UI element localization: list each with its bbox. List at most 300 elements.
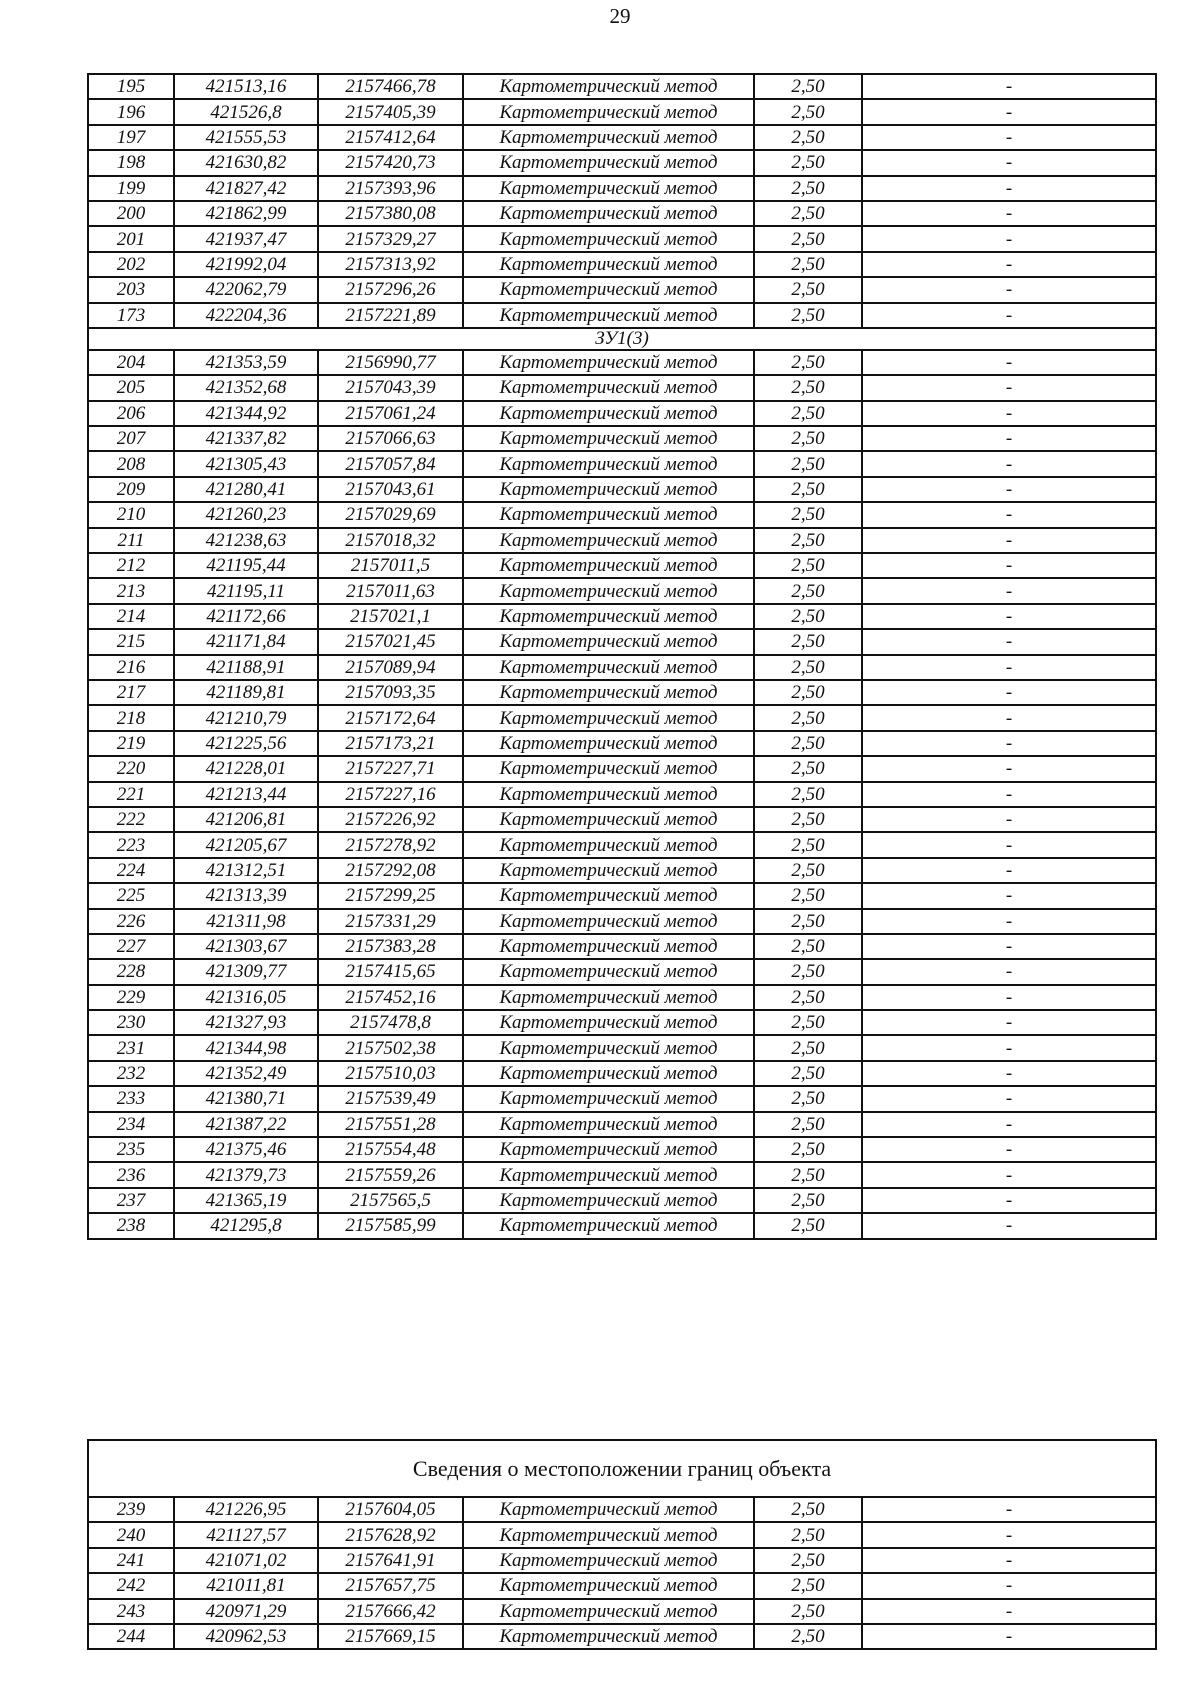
table-row [88,1035,1156,1060]
method-cell: Картометрический метод [463,451,754,476]
x-coordinate-cell: 421312,51 [174,858,318,883]
section-row-group [88,328,1156,350]
method-cell: Картометрический метод [463,756,754,781]
note-cell: - [862,1497,1156,1522]
table-row [88,1522,1156,1547]
table-row [88,176,1156,201]
accuracy-cell: 2,50 [754,883,862,908]
table-row [88,985,1156,1010]
accuracy-cell: 2,50 [754,1599,862,1624]
y-coordinate-cell: 2157292,08 [318,858,463,883]
table-row [88,350,1156,375]
note-cell: - [862,277,1156,302]
accuracy-cell: 2,50 [754,578,862,603]
accuracy-cell: 2,50 [754,477,862,502]
note-cell: - [862,705,1156,730]
x-coordinate-cell: 421205,67 [174,832,318,857]
accuracy-cell: 2,50 [754,176,862,201]
note-cell: - [862,1137,1156,1162]
point-number-cell: 233 [88,1086,174,1111]
note-cell: - [862,909,1156,934]
note-cell: - [862,1213,1156,1238]
point-number-cell: 214 [88,604,174,629]
x-coordinate-cell: 421188,91 [174,655,318,680]
method-cell: Картометрический метод [463,1624,754,1649]
note-cell: - [862,99,1156,124]
note-cell: - [862,401,1156,426]
accuracy-cell: 2,50 [754,1624,862,1649]
method-cell: Картометрический метод [463,1137,754,1162]
method-cell: Картометрический метод [463,99,754,124]
accuracy-cell: 2,50 [754,451,862,476]
accuracy-cell: 2,50 [754,1573,862,1598]
method-cell: Картометрический метод [463,1035,754,1060]
accuracy-cell: 2,50 [754,731,862,756]
table-row [88,451,1156,476]
method-cell: Картометрический метод [463,782,754,807]
x-coordinate-cell: 421171,84 [174,629,318,654]
y-coordinate-cell: 2157296,26 [318,277,463,302]
point-number-cell: 236 [88,1162,174,1187]
table-row [88,1213,1156,1238]
x-coordinate-cell: 421311,98 [174,909,318,934]
point-number-cell: 239 [88,1497,174,1522]
accuracy-cell: 2,50 [754,303,862,328]
x-coordinate-cell: 421316,05 [174,985,318,1010]
y-coordinate-cell: 2157452,16 [318,985,463,1010]
y-coordinate-cell: 2157641,91 [318,1548,463,1573]
table-row [88,226,1156,251]
accuracy-cell: 2,50 [754,201,862,226]
note-cell: - [862,150,1156,175]
method-cell: Картометрический метод [463,150,754,175]
point-number-cell: 203 [88,277,174,302]
point-number-cell: 199 [88,176,174,201]
method-cell: Картометрический метод [463,578,754,603]
coordinates-table-body-b [88,350,1156,1239]
note-cell: - [862,1573,1156,1598]
accuracy-cell: 2,50 [754,226,862,251]
y-coordinate-cell: 2157089,94 [318,655,463,680]
point-number-cell: 200 [88,201,174,226]
y-coordinate-cell: 2157011,63 [318,578,463,603]
y-coordinate-cell: 2157029,69 [318,502,463,527]
method-cell: Картометрический метод [463,1162,754,1187]
table-row [88,99,1156,124]
table-row [88,604,1156,629]
method-cell: Картометрический метод [463,604,754,629]
y-coordinate-cell: 2157329,27 [318,226,463,251]
method-cell: Картометрический метод [463,1573,754,1598]
x-coordinate-cell: 421513,16 [174,74,318,99]
method-cell: Картометрический метод [463,477,754,502]
y-coordinate-cell: 2157628,92 [318,1522,463,1547]
table-row [88,655,1156,680]
point-number-cell: 237 [88,1188,174,1213]
y-coordinate-cell: 2157021,45 [318,629,463,654]
accuracy-cell: 2,50 [754,1112,862,1137]
x-coordinate-cell: 421295,8 [174,1213,318,1238]
method-cell: Картометрический метод [463,401,754,426]
y-coordinate-cell: 2157380,08 [318,201,463,226]
accuracy-cell: 2,50 [754,680,862,705]
y-coordinate-cell: 2157393,96 [318,176,463,201]
method-cell: Картометрический метод [463,909,754,934]
point-number-cell: 212 [88,553,174,578]
note-cell: - [862,604,1156,629]
y-coordinate-cell: 2157173,21 [318,731,463,756]
table-row [88,807,1156,832]
point-number-cell: 230 [88,1010,174,1035]
note-cell: - [862,832,1156,857]
table-row [88,125,1156,150]
y-coordinate-cell: 2157551,28 [318,1112,463,1137]
method-cell: Картометрический метод [463,1548,754,1573]
point-number-cell: 242 [88,1573,174,1598]
x-coordinate-cell: 421225,56 [174,731,318,756]
accuracy-cell: 2,50 [754,150,862,175]
note-cell: - [862,201,1156,226]
method-cell: Картометрический метод [463,426,754,451]
accuracy-cell: 2,50 [754,553,862,578]
table-row [88,1061,1156,1086]
method-cell: Картометрический метод [463,934,754,959]
accuracy-cell: 2,50 [754,705,862,730]
note-cell: - [862,502,1156,527]
point-number-cell: 206 [88,401,174,426]
y-coordinate-cell: 2157466,78 [318,74,463,99]
table-title: Сведения о местоположении границ объекта [88,1440,1156,1497]
point-number-cell: 244 [88,1624,174,1649]
x-coordinate-cell: 421195,44 [174,553,318,578]
point-number-cell: 234 [88,1112,174,1137]
note-cell: - [862,1112,1156,1137]
method-cell: Картометрический метод [463,629,754,654]
note-cell: - [862,782,1156,807]
point-number-cell: 173 [88,303,174,328]
y-coordinate-cell: 2157585,99 [318,1213,463,1238]
method-cell: Картометрический метод [463,201,754,226]
x-coordinate-cell: 421309,77 [174,959,318,984]
table-row [88,731,1156,756]
accuracy-cell: 2,50 [754,1035,862,1060]
accuracy-cell: 2,50 [754,629,862,654]
method-cell: Картометрический метод [463,1213,754,1238]
table-row [88,959,1156,984]
y-coordinate-cell: 2157666,42 [318,1599,463,1624]
x-coordinate-cell: 421387,22 [174,1112,318,1137]
y-coordinate-cell: 2157554,48 [318,1137,463,1162]
accuracy-cell: 2,50 [754,401,862,426]
point-number-cell: 222 [88,807,174,832]
y-coordinate-cell: 2157278,92 [318,832,463,857]
accuracy-cell: 2,50 [754,528,862,553]
point-number-cell: 209 [88,477,174,502]
note-cell: - [862,226,1156,251]
method-cell: Картометрический метод [463,350,754,375]
x-coordinate-cell: 421206,81 [174,807,318,832]
accuracy-cell: 2,50 [754,959,862,984]
method-cell: Картометрический метод [463,375,754,400]
note-cell: - [862,252,1156,277]
y-coordinate-cell: 2157405,39 [318,99,463,124]
accuracy-cell: 2,50 [754,1162,862,1187]
y-coordinate-cell: 2156990,77 [318,350,463,375]
y-coordinate-cell: 2157226,92 [318,807,463,832]
accuracy-cell: 2,50 [754,782,862,807]
method-cell: Картометрический метод [463,705,754,730]
section-label: ЗУ1(3) [88,328,1156,350]
x-coordinate-cell: 421195,11 [174,578,318,603]
y-coordinate-cell: 2157066,63 [318,426,463,451]
y-coordinate-cell: 2157539,49 [318,1086,463,1111]
table-row [88,252,1156,277]
x-coordinate-cell: 421630,82 [174,150,318,175]
point-number-cell: 227 [88,934,174,959]
method-cell: Картометрический метод [463,1061,754,1086]
point-number-cell: 220 [88,756,174,781]
point-number-cell: 226 [88,909,174,934]
x-coordinate-cell: 421313,39 [174,883,318,908]
table-row [88,277,1156,302]
point-number-cell: 221 [88,782,174,807]
method-cell: Картометрический метод [463,858,754,883]
point-number-cell: 198 [88,150,174,175]
point-number-cell: 207 [88,426,174,451]
note-cell: - [862,985,1156,1010]
table-row [88,1573,1156,1598]
table-row [88,1010,1156,1035]
note-cell: - [862,528,1156,553]
point-number-cell: 204 [88,350,174,375]
table-row [88,1548,1156,1573]
accuracy-cell: 2,50 [754,604,862,629]
x-coordinate-cell: 421352,49 [174,1061,318,1086]
point-number-cell: 232 [88,1061,174,1086]
method-cell: Картометрический метод [463,1188,754,1213]
method-cell: Картометрический метод [463,1599,754,1624]
accuracy-cell: 2,50 [754,252,862,277]
x-coordinate-cell: 421337,82 [174,426,318,451]
table-row [88,883,1156,908]
point-number-cell: 197 [88,125,174,150]
method-cell: Картометрический метод [463,807,754,832]
note-cell: - [862,959,1156,984]
accuracy-cell: 2,50 [754,1061,862,1086]
method-cell: Картометрический метод [463,74,754,99]
table-row [88,375,1156,400]
note-cell: - [862,553,1156,578]
note-cell: - [862,1548,1156,1573]
note-cell: - [862,1624,1156,1649]
table-row [88,201,1156,226]
note-cell: - [862,756,1156,781]
accuracy-cell: 2,50 [754,502,862,527]
table-row [88,1599,1156,1624]
y-coordinate-cell: 2157172,64 [318,705,463,730]
y-coordinate-cell: 2157510,03 [318,1061,463,1086]
accuracy-cell: 2,50 [754,426,862,451]
note-cell: - [862,680,1156,705]
x-coordinate-cell: 421189,81 [174,680,318,705]
x-coordinate-cell: 421992,04 [174,252,318,277]
note-cell: - [862,1188,1156,1213]
note-cell: - [862,807,1156,832]
table-row [88,1162,1156,1187]
method-cell: Картометрический метод [463,832,754,857]
point-number-cell: 238 [88,1213,174,1238]
method-cell: Картометрический метод [463,959,754,984]
table-row [88,1112,1156,1137]
table-row [88,705,1156,730]
note-cell: - [862,1035,1156,1060]
point-number-cell: 208 [88,451,174,476]
x-coordinate-cell: 421127,57 [174,1522,318,1547]
accuracy-cell: 2,50 [754,375,862,400]
table-row [88,1624,1156,1649]
point-number-cell: 219 [88,731,174,756]
x-coordinate-cell: 421280,41 [174,477,318,502]
point-number-cell: 218 [88,705,174,730]
point-number-cell: 215 [88,629,174,654]
method-cell: Картометрический метод [463,1086,754,1111]
table-row [88,1497,1156,1522]
point-number-cell: 240 [88,1522,174,1547]
x-coordinate-cell: 421238,63 [174,528,318,553]
note-cell: - [862,1162,1156,1187]
point-number-cell: 211 [88,528,174,553]
x-coordinate-cell: 421213,44 [174,782,318,807]
point-number-cell: 228 [88,959,174,984]
table-row [88,578,1156,603]
accuracy-cell: 2,50 [754,74,862,99]
accuracy-cell: 2,50 [754,1188,862,1213]
note-cell: - [862,1522,1156,1547]
table-header-row [88,1440,1156,1497]
note-cell: - [862,1599,1156,1624]
note-cell: - [862,934,1156,959]
x-coordinate-cell: 421260,23 [174,502,318,527]
x-coordinate-cell: 421862,99 [174,201,318,226]
note-cell: - [862,731,1156,756]
y-coordinate-cell: 2157604,05 [318,1497,463,1522]
x-coordinate-cell: 421327,93 [174,1010,318,1035]
method-cell: Картометрический метод [463,655,754,680]
y-coordinate-cell: 2157415,65 [318,959,463,984]
point-number-cell: 217 [88,680,174,705]
point-number-cell: 235 [88,1137,174,1162]
note-cell: - [862,1086,1156,1111]
table-row [88,150,1156,175]
note-cell: - [862,451,1156,476]
point-number-cell: 196 [88,99,174,124]
method-cell: Картометрический метод [463,125,754,150]
x-coordinate-cell: 421555,53 [174,125,318,150]
accuracy-cell: 2,50 [754,756,862,781]
point-number-cell: 205 [88,375,174,400]
page-number: 29 [609,4,631,28]
boundaries-table [87,1439,1157,1650]
note-cell: - [862,883,1156,908]
table-row [88,629,1156,654]
note-cell: - [862,1061,1156,1086]
method-cell: Картометрический метод [463,680,754,705]
method-cell: Картометрический метод [463,303,754,328]
accuracy-cell: 2,50 [754,655,862,680]
note-cell: - [862,375,1156,400]
y-coordinate-cell: 2157227,71 [318,756,463,781]
accuracy-cell: 2,50 [754,1086,862,1111]
accuracy-cell: 2,50 [754,125,862,150]
point-number-cell: 202 [88,252,174,277]
note-cell: - [862,629,1156,654]
y-coordinate-cell: 2157412,64 [318,125,463,150]
x-coordinate-cell: 421380,71 [174,1086,318,1111]
y-coordinate-cell: 2157313,92 [318,252,463,277]
table-row [88,782,1156,807]
note-cell: - [862,477,1156,502]
x-coordinate-cell: 421526,8 [174,99,318,124]
y-coordinate-cell: 2157502,38 [318,1035,463,1060]
x-coordinate-cell: 421352,68 [174,375,318,400]
point-number-cell: 195 [88,74,174,99]
x-coordinate-cell: 421344,92 [174,401,318,426]
x-coordinate-cell: 421344,98 [174,1035,318,1060]
table-row [88,1137,1156,1162]
table-row [88,1188,1156,1213]
x-coordinate-cell: 421226,95 [174,1497,318,1522]
x-coordinate-cell: 421071,02 [174,1548,318,1573]
note-cell: - [862,578,1156,603]
method-cell: Картометрический метод [463,1112,754,1137]
point-number-cell: 231 [88,1035,174,1060]
note-cell: - [862,303,1156,328]
table-row [88,553,1156,578]
y-coordinate-cell: 2157043,61 [318,477,463,502]
y-coordinate-cell: 2157331,29 [318,909,463,934]
x-coordinate-cell: 420962,53 [174,1624,318,1649]
method-cell: Картометрический метод [463,1010,754,1035]
table-row [88,426,1156,451]
method-cell: Картометрический метод [463,553,754,578]
y-coordinate-cell: 2157043,39 [318,375,463,400]
x-coordinate-cell: 421937,47 [174,226,318,251]
method-cell: Картометрический метод [463,502,754,527]
x-coordinate-cell: 420971,29 [174,1599,318,1624]
accuracy-cell: 2,50 [754,277,862,302]
y-coordinate-cell: 2157657,75 [318,1573,463,1598]
table-row [88,680,1156,705]
accuracy-cell: 2,50 [754,1497,862,1522]
point-number-cell: 201 [88,226,174,251]
y-coordinate-cell: 2157478,8 [318,1010,463,1035]
y-coordinate-cell: 2157669,15 [318,1624,463,1649]
x-coordinate-cell: 421375,46 [174,1137,318,1162]
x-coordinate-cell: 421228,01 [174,756,318,781]
method-cell: Картометрический метод [463,985,754,1010]
method-cell: Картометрический метод [463,226,754,251]
accuracy-cell: 2,50 [754,909,862,934]
accuracy-cell: 2,50 [754,1548,862,1573]
table-row [88,477,1156,502]
point-number-cell: 216 [88,655,174,680]
method-cell: Картометрический метод [463,883,754,908]
method-cell: Картометрический метод [463,731,754,756]
table-row [88,909,1156,934]
table-row [88,756,1156,781]
y-coordinate-cell: 2157565,5 [318,1188,463,1213]
boundaries-table-body [88,1497,1156,1649]
